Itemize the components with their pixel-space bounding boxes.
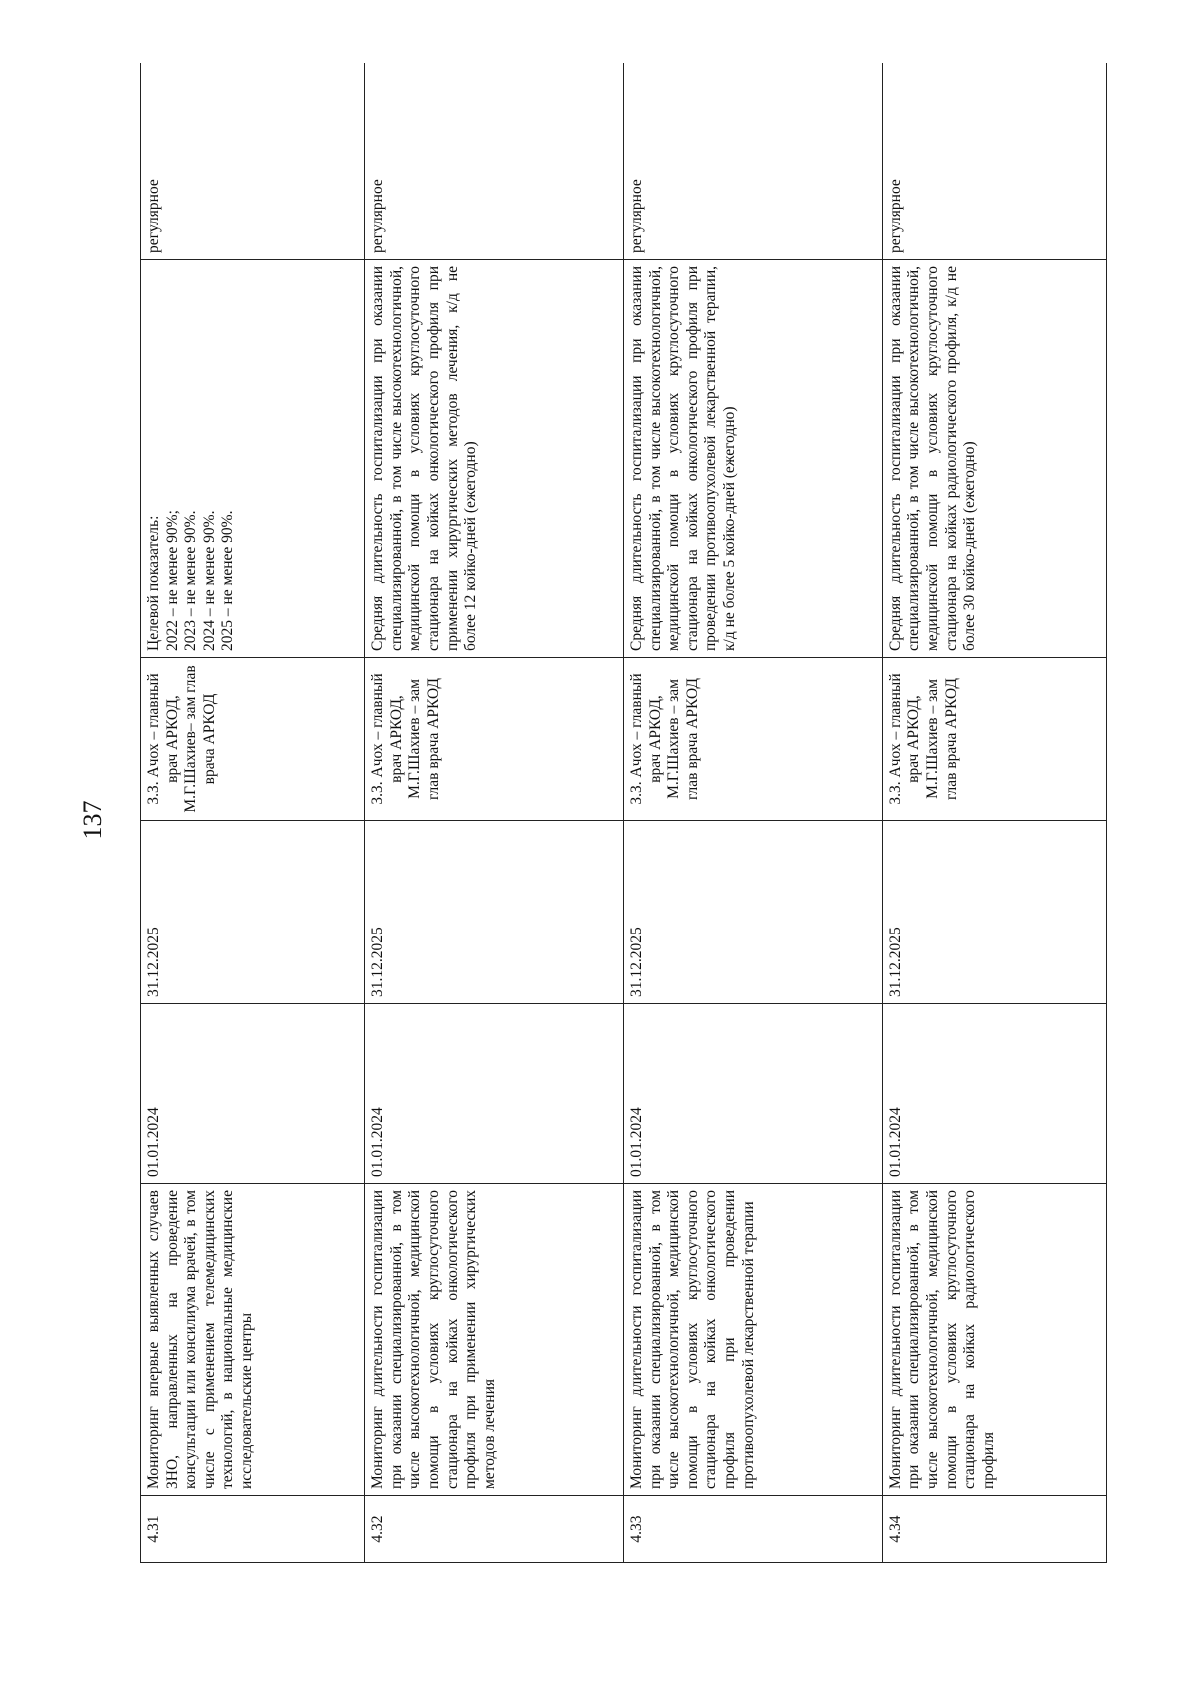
start-date: 01.01.2024 [141, 1004, 365, 1184]
indicator-cell [141, 260, 365, 658]
indicator-line: 2025 – не менее 90%. [219, 510, 237, 651]
indicator-cell: Средняя длительность госпитализации при оказании специализированной, в том числе высокотехнологичной, медицинской помощи в условиях круглосуточного стационара на койках онкологического профиля при применении хирургических методов лечения, к/д не более 12 койко-дней (ежегодно) [365, 260, 624, 658]
indicator-line: 2022 – не менее 90%; [163, 510, 181, 651]
activity-cell: Мониторинг длительности госпитализации при оказании специализированной, в том числе высокотехнологичной, медицинской помощи в условиях круглосуточного стационара на койках онкологического профиля при применении хирургических методов лечения [365, 1184, 624, 1496]
start-date: 01.01.2024 [623, 1004, 882, 1184]
rotated-table-frame [140, 63, 1107, 1563]
responsible-cell: З.З. Ачох – главный врач АРКОД, М.Г.Шахиев – зам глав врача АРКОД [365, 658, 624, 821]
end-date: 31.12.2025 [141, 821, 365, 1004]
table-row [365, 63, 624, 1563]
table-row [623, 63, 882, 1563]
regularity-cell: регулярное [141, 63, 365, 260]
row-number: 4.33 [623, 1496, 882, 1563]
page-number: 137 [78, 800, 107, 840]
end-date: 31.12.2025 [882, 821, 1106, 1004]
table-row [882, 63, 1106, 1563]
activity-cell: Мониторинг длительности госпитализации при оказании специализированной, в том числе высокотехнологичной, медицинской помощи в условиях круглосуточного стационара на койках радиологического профиля [882, 1184, 1106, 1496]
measures-table [140, 63, 1107, 1563]
row-number: 4.31 [141, 1496, 365, 1563]
start-date: 01.01.2024 [882, 1004, 1106, 1184]
row-number: 4.34 [882, 1496, 1106, 1563]
table-container [140, 63, 1107, 1563]
responsible-cell: З.З. Ачох – главный врач АРКОД, М.Г.Шахиев – зам глав врача АРКОД [623, 658, 882, 821]
regularity-cell: регулярное [623, 63, 882, 260]
indicator-line: 2023 – не менее 90%. [182, 510, 200, 651]
responsible-cell: З.З. Ачох – главный врач АРКОД, М.Г.Шахиев – зам глав врача АРКОД [882, 658, 1106, 821]
activity-cell: Мониторинг длительности госпитализации при оказании специализированной, в том числе высокотехнологичной, медицинской помощи в условиях круглосуточного стационара на койках онкологического профиля при проведении противоопухолевой лекарственной терапии [623, 1184, 882, 1496]
indicator-line: Целевой показатель: [145, 515, 162, 651]
regularity-cell: регулярное [365, 63, 624, 260]
row-number: 4.32 [365, 1496, 624, 1563]
indicator-cell: Средняя длительность госпитализации при оказании специализированной, в том числе высокотехнологичной, медицинской помощи в условиях круглосуточного стационара на койках радиологического профиля, к/д не более 30 койко-дней (ежегодно) [882, 260, 1106, 658]
table-row [141, 63, 365, 1563]
responsible-cell: З.З. Ачох – главный врач АРКОД, М.Г.Шахиев– зам глав врача АРКОД [141, 658, 365, 821]
activity-cell: Мониторинг впервые выявленных случаев ЗНО, направленных на проведение консультации или консилиума врачей, в том числе с применением телемедицинских технологий, в национальные медицинские исследовательские центры [141, 1184, 365, 1496]
indicator-line: 2024 – не менее 90%. [200, 510, 218, 651]
indicator-cell: Средняя длительность госпитализации при оказании специализированной, в том числе высокотехнологичной, медицинской помощи в условиях круглосуточного стационара на койках онкологического профиля при проведении противоопухолевой лекарственной терапии, к/д не более 5 койко-дней (ежегодно) [623, 260, 882, 658]
end-date: 31.12.2025 [365, 821, 624, 1004]
start-date: 01.01.2024 [365, 1004, 624, 1184]
regularity-cell: регулярное [882, 63, 1106, 260]
end-date: 31.12.2025 [623, 821, 882, 1004]
